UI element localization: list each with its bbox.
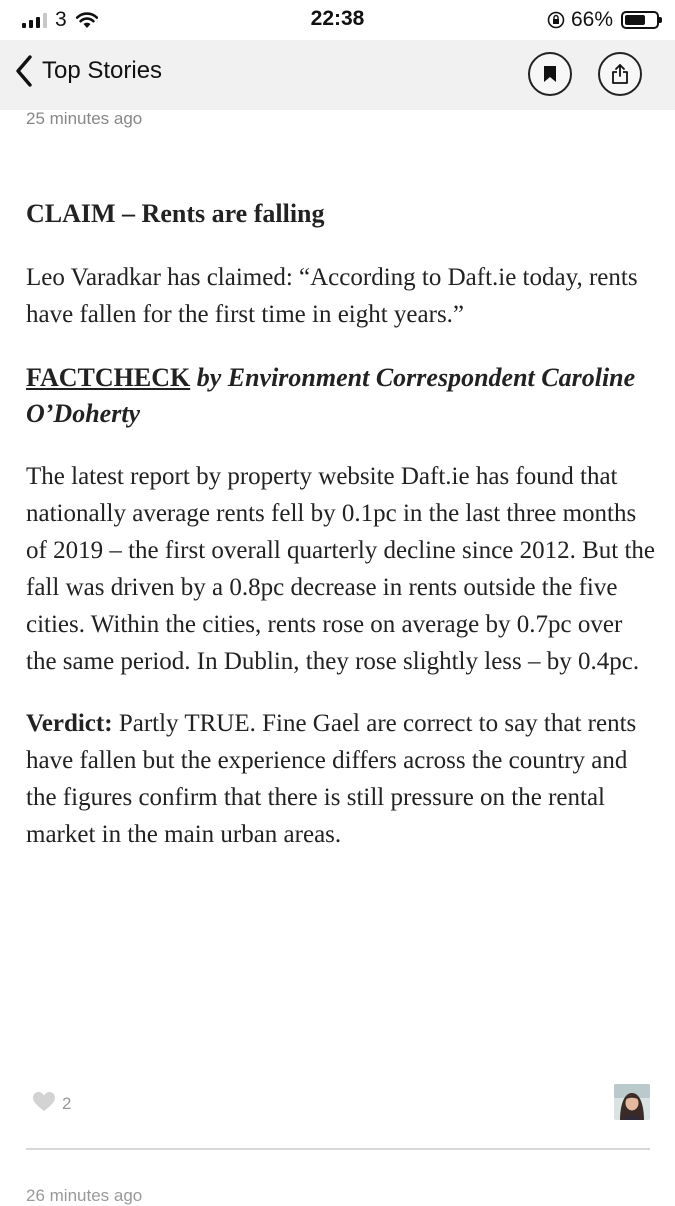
chevron-left-icon xyxy=(14,54,34,88)
battery-percentage: 66% xyxy=(570,8,613,31)
back-label: Top Stories xyxy=(42,57,163,84)
factcheck-heading xyxy=(26,360,656,432)
author-avatar[interactable] xyxy=(614,1084,650,1120)
bookmark-button[interactable] xyxy=(528,52,572,96)
bookmark-icon xyxy=(543,65,557,83)
next-post-timestamp: 26 minutes ago xyxy=(26,1186,143,1205)
factcheck-body: The latest report by property website Daft.ie has found that nationally average rents fell by 0.1pc in the last three months of 2019 – the first overall quarterly decline since 2012. But the fall was driven by a 0.8pc decrease in rents outside the five cities. Within the cities, rents rose on average by 0.7pc over the same period. In Dublin, they rose slightly less – by 0.4pc. xyxy=(26,463,655,675)
carrier-label: 3 xyxy=(55,8,67,31)
post-body xyxy=(26,195,656,853)
battery-icon xyxy=(621,11,659,29)
verdict-text: Partly TRUE. Fine Gael are correct to say that rents have fallen but the experience differs across the country and the figures confirm that there is still pressure on the rental market in the main urban areas. xyxy=(26,710,637,848)
status-right xyxy=(547,8,659,32)
like-count: 2 xyxy=(62,1094,72,1113)
verdict-paragraph xyxy=(26,705,656,853)
like-button[interactable] xyxy=(32,1088,71,1114)
status-time: 22:38 xyxy=(310,7,365,30)
verdict-label: Verdict: xyxy=(26,710,113,737)
share-button[interactable] xyxy=(598,52,642,96)
post-divider xyxy=(26,1148,650,1150)
orientation-lock-icon xyxy=(547,11,565,29)
avatar-image xyxy=(614,1084,650,1120)
back-button[interactable] xyxy=(14,54,162,88)
status-bar xyxy=(0,0,675,40)
claim-heading: CLAIM – Rents are falling xyxy=(26,199,325,228)
post-footer xyxy=(26,1082,652,1122)
share-icon xyxy=(611,63,629,85)
nav-bar xyxy=(0,40,675,110)
post-timestamp: 25 minutes ago xyxy=(26,109,143,128)
factcheck-label: FACTCHECK xyxy=(26,363,191,392)
claim-quote: Leo Varadkar has claimed: “According to Daft.ie today, rents have fallen for the first time in eight years.” xyxy=(26,264,638,328)
factcheck-byline: by Environment Correspondent Caroline O’Doherty xyxy=(26,363,636,428)
heart-icon xyxy=(32,1091,56,1112)
